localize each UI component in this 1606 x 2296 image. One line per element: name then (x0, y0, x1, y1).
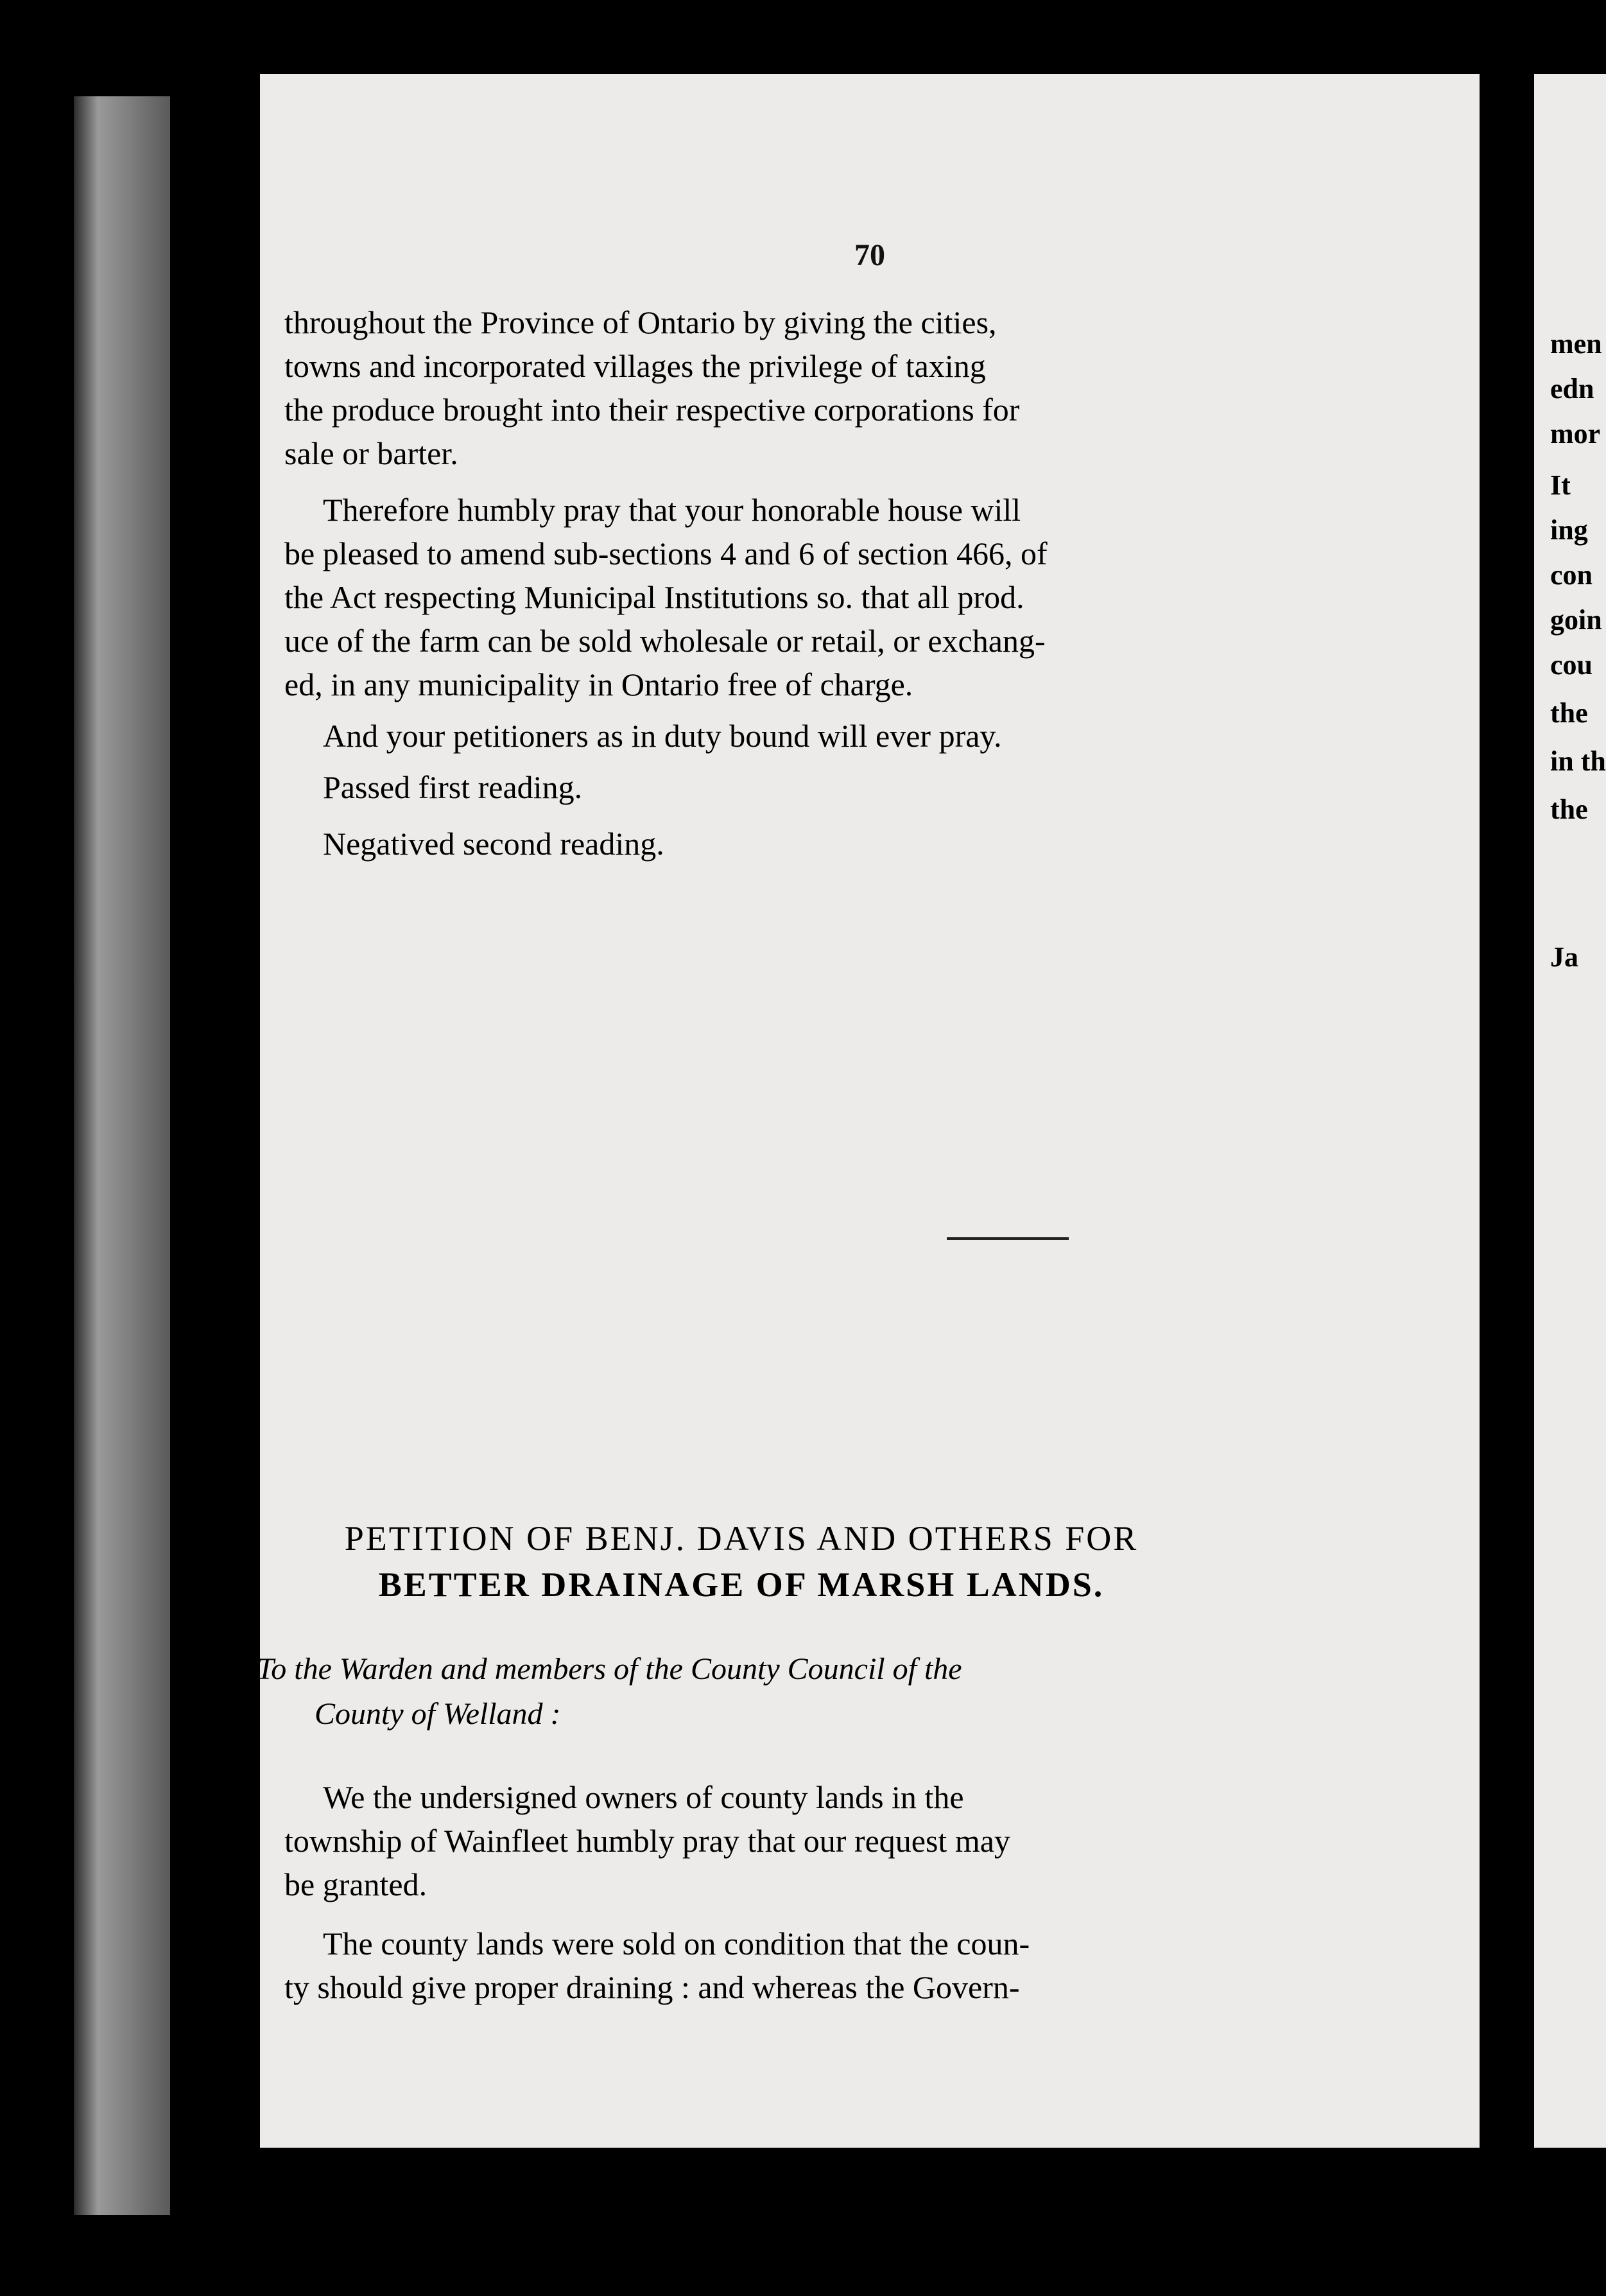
text-line: We the undersigned owners of county lands in the (323, 1779, 964, 1815)
section2-text (284, 1775, 1215, 2009)
adjacent-page-edge (1534, 74, 1606, 2148)
adjacent-page-fragment: ing (1550, 514, 1588, 546)
text-line: ty should give proper draining : and whereas the Govern- (284, 1969, 1020, 2005)
petition-heading (260, 1515, 1223, 1608)
text-line: Therefore humbly pray that your honorable house will (323, 492, 1021, 528)
adjacent-page-fragment: goin (1550, 604, 1602, 636)
adjacent-page-fragment: the (1550, 697, 1588, 729)
page-number: 70 (854, 238, 885, 272)
section1-paragraph-3: And your petitioners as in duty bound will ever pray. (323, 718, 1002, 754)
section1-paragraph-1 (284, 300, 1215, 475)
section1-passed-first-reading: Passed first reading. (323, 769, 583, 805)
text-line: ed, in any municipality in Ontario free of charge. (284, 666, 913, 702)
adjacent-page-fragment: edn (1550, 373, 1594, 404)
adjacent-page-fragment: in th (1550, 745, 1606, 777)
adjacent-page-fragment: Ja (1550, 941, 1578, 973)
text-line: be pleased to amend sub-sections 4 and 6 of section 466, of (284, 535, 1048, 571)
text-line: the produce brought into their respective corporations for (284, 392, 1020, 428)
text-line: towns and incorporated villages the privilege of taxing (284, 348, 986, 384)
text-line: throughout the Province of Ontario by giving the cities, (284, 304, 997, 340)
adjacent-page-fragment: It (1550, 469, 1571, 501)
text-line: The county lands were sold on condition that the coun- (323, 1926, 1030, 1961)
petition-address (257, 1647, 1220, 1737)
section2-paragraph-2 (284, 1922, 1215, 2009)
adjacent-page-fragment: cou (1550, 649, 1593, 681)
section1-negatived-second-reading: Negatived second reading. (323, 826, 664, 862)
section1-text (284, 300, 1215, 865)
text-line: township of Wainfleet humbly pray that our request may (284, 1823, 1010, 1859)
book-spine-edge (74, 96, 170, 2215)
address-line-2: County of Welland : (315, 1697, 561, 1731)
section2-paragraph-1 (284, 1775, 1215, 1906)
petition-heading-line-2: BETTER DRAINAGE OF MARSH LANDS. (378, 1565, 1105, 1604)
adjacent-page-fragment: mor (1550, 418, 1601, 449)
petition-heading-line-1: PETITION OF BENJ. DAVIS AND OTHERS FOR (344, 1519, 1139, 1558)
address-line-1: To the Warden and members of the County Council of the (257, 1652, 962, 1686)
text-line: the Act respecting Municipal Institutions so. that all prod. (284, 579, 1024, 615)
text-line: sale or barter. (284, 435, 458, 471)
text-line: uce of the farm can be sold wholesale or retail, or exchang- (284, 623, 1046, 659)
adjacent-page-fragment: men (1550, 328, 1602, 360)
adjacent-page-fragment: con (1550, 559, 1593, 591)
adjacent-page-fragment: the (1550, 794, 1588, 825)
section-divider-rule (947, 1237, 1069, 1240)
section1-paragraph-2 (284, 488, 1215, 706)
text-line: be granted. (284, 1866, 427, 1902)
